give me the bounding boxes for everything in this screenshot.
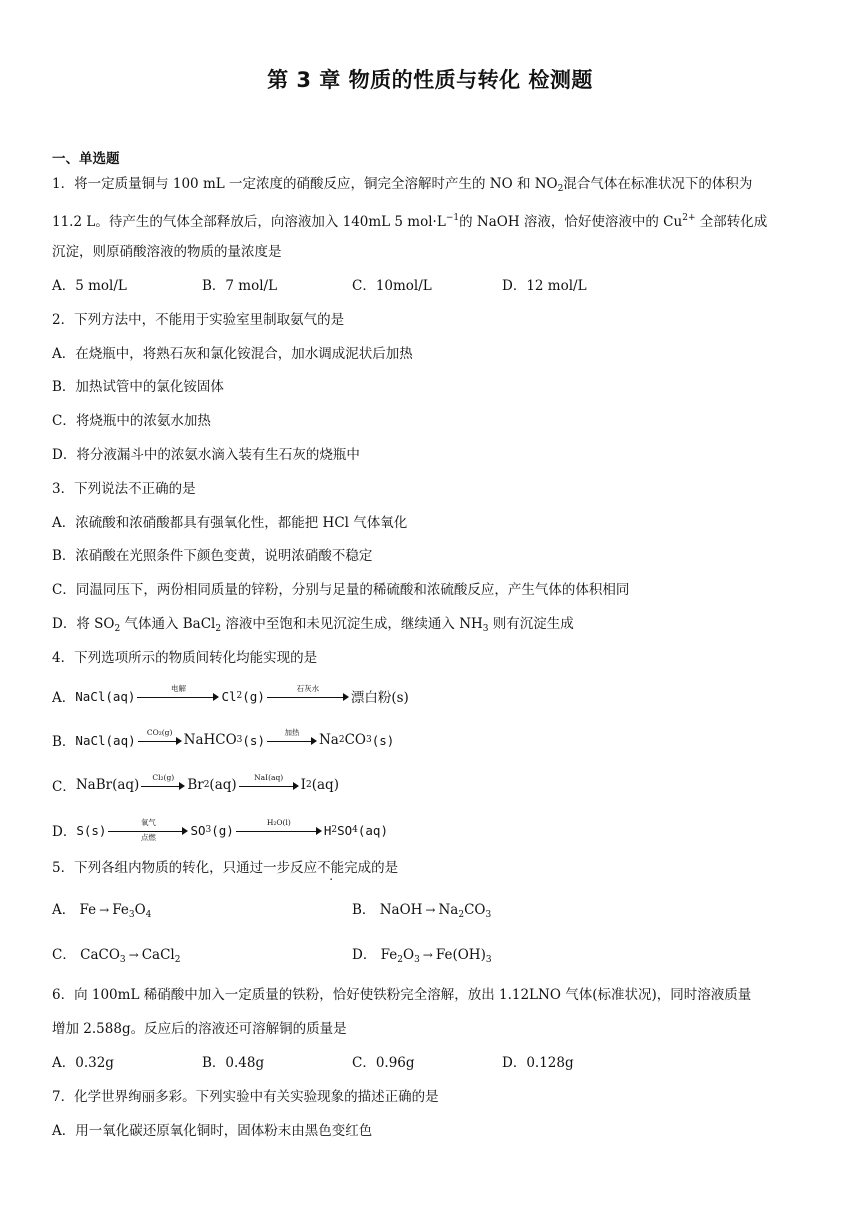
q2-stem: 2．下列方法中，不能用于实验室里制取氨气的是: [52, 312, 345, 328]
q1-option-a: A．5 mol/L: [52, 278, 127, 294]
q1-line-1: 1．将一定质量铜与 100 mL 一定浓度的硝酸反应，铜完全溶解时产生的 NO 和 $NO_2$混合气体在标准状况下的体积为: [52, 176, 753, 194]
q4-stem: 4．下列选项所示的物质间转化均能实现的是: [52, 650, 318, 666]
reaction-arrow: Cl₂(g): [141, 775, 185, 795]
emphasis-dots: 不能: [317, 860, 345, 876]
q3-stem: 3．下列说法不正确的是: [52, 481, 196, 497]
q6-line-2: 增加 2.588g。反应后的溶液还可溶解铜的质量是: [52, 1021, 347, 1037]
q4-option-a: A． NaCl(aq) 电解 Cl 2 (g) 石灰水 漂白粉(s): [52, 684, 409, 706]
section-heading: 一、单选题: [52, 151, 120, 167]
q1-option-c: C．10mol/L: [352, 278, 432, 294]
q4-option-c: C． NaBr(aq) Cl₂(g) Br 2 (aq) NaI(aq) I 2 (aq): [52, 773, 339, 795]
reaction-arrow: 电解: [137, 686, 219, 706]
q1-line-2: 11.2 L。待产生的气体全部释放后，向溶液加入 140mL 5 $mol\cdot L^{-1}$的 NaOH 溶液，恰好使溶液中的 $Cu^{2+}$ 全部转化成: [52, 213, 768, 230]
q5-option-b: B． NaOH → $Na_2CO_3$: [352, 902, 492, 920]
q4-option-d: D． S(s) 氧气 点燃 SO 3 (g) H₂O(l) H 2 SO 4 (aq): [52, 818, 388, 842]
reaction-arrow: NaI(aq): [239, 775, 299, 795]
q1-line-3: 沉淀，则原硝酸溶液的物质的量浓度是: [52, 244, 282, 260]
q2-option-c: C．将烧瓶中的浓氨水加热: [52, 413, 211, 429]
q3-option-c: C．同温同压下，两份相同质量的锌粉，分别与足量的稀硫酸和浓硫酸反应，产生气体的体积相同: [52, 582, 630, 598]
q3-option-b: B．浓硝酸在光照条件下颜色变黄，说明浓硝酸不稳定: [52, 548, 373, 564]
q5-option-d: D． $Fe_2O_3 \to Fe(OH)_3$: [352, 947, 492, 965]
q6-option-d: D．0.128g: [502, 1055, 574, 1071]
q5-stem: 5．下列各组内物质的转化，只通过一步反应不能完成的是: [52, 860, 399, 876]
reaction-arrow: CO₂(g): [138, 730, 182, 750]
q1-option-b: B．7 mol/L: [202, 278, 278, 294]
q6-option-c: C．0.96g: [352, 1055, 415, 1071]
q4-option-b: B． NaCl(aq) CO₂(g) NaHCO 3 (s) 加热 Na 2 CO 3 (s): [52, 728, 395, 750]
reaction-arrow: 石灰水: [267, 686, 349, 706]
q7-option-a: A．用一氧化碳还原氧化铜时，固体粉末由黑色变红色: [52, 1123, 373, 1139]
reaction-arrow: H₂O(l): [236, 820, 322, 840]
q2-option-a: A．在烧瓶中，将熟石灰和氯化铵混合，加水调成泥状后加热: [52, 346, 413, 362]
q7-stem: 7．化学世界绚丽多彩。下列实验中有关实验现象的描述正确的是: [52, 1089, 439, 1105]
q2-option-d: D．将分液漏斗中的浓氨水滴入装有生石灰的烧瓶中: [52, 447, 360, 463]
page-title: 第 3 章 物质的性质与转化 检测题: [267, 68, 593, 92]
q3-option-a: A．浓硫酸和浓硝酸都具有强氧化性，都能把 HCl 气体氧化: [52, 515, 408, 531]
reaction-arrow: 氧气 点燃: [108, 820, 188, 840]
q1-option-d: D．12 mol/L: [502, 278, 587, 294]
q6-line-1: 6．向 100mL 稀硝酸中加入一定质量的铁粉，恰好使铁粉完全溶解，放出 1.12LNO 气体(标准状况)，同时溶液质量: [52, 987, 752, 1003]
q3-option-d: D．将 $SO_2$ 气体通入 BaCl$_2$ 溶液中至饱和未见沉淀生成，继续通入 $NH_3$ 则有沉淀生成: [52, 616, 574, 634]
q5-option-c: C． CaCO$_3$ → CaCl$_2$: [52, 947, 181, 965]
q5-option-a: A． $Fe \to Fe_3O_4$: [52, 902, 152, 920]
q6-option-a: A．0.32g: [52, 1055, 114, 1071]
q6-option-b: B．0.48g: [202, 1055, 265, 1071]
q2-option-b: B．加热试管中的氯化铵固体: [52, 379, 224, 395]
reaction-arrow: 加热: [267, 730, 317, 750]
